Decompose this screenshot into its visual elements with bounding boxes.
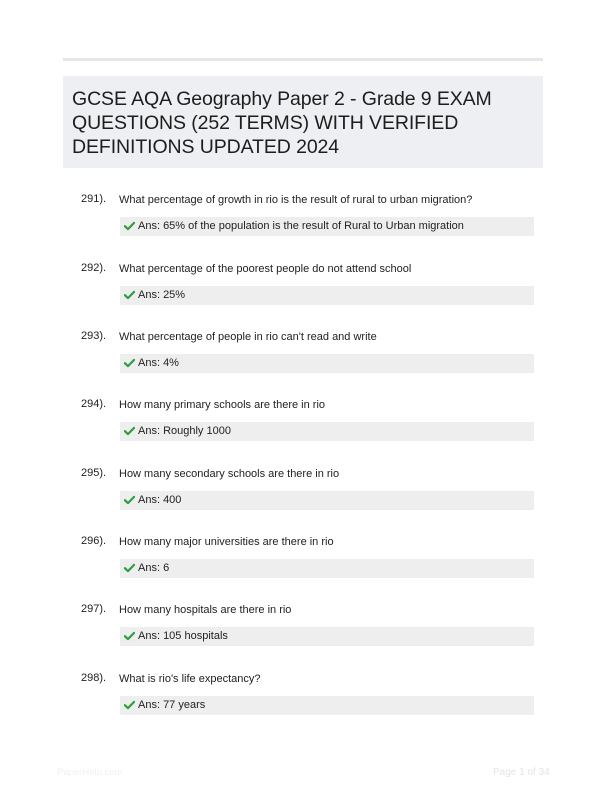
question-text: How many secondary schools are there in rio [119,468,340,480]
question-number: 292). [81,262,107,274]
question-text: What is rio's life expectancy? [119,673,261,685]
check-icon [124,358,135,368]
document-title: GCSE AQA Geography Paper 2 - Grade 9 EXAM QUESTIONS (252 TERMS) WITH VERIFIED DEFINITIONS UPDATED 2024 [72,88,492,158]
footer-watermark: PaperHelp.com [57,767,123,778]
answer-text: Ans: 105 hospitals [138,630,228,642]
question-number: 294). [81,398,107,410]
question-number: 297). [81,603,107,615]
answer-text: Ans: 25% [138,289,186,301]
question-text: What percentage of growth in rio is the result of rural to urban migration? [119,194,473,206]
answer-text: Ans: 65% of the population is the result of Rural to Urban migration [138,220,464,232]
answer-text: Ans: 77 years [138,699,206,711]
answer-text: Ans: 400 [138,494,182,506]
answer-box [120,286,534,305]
question-text: How many primary schools are there in rio [119,399,326,411]
answer-box [120,491,534,510]
question-number: 295). [81,467,107,479]
question-text: What percentage of people in rio can't read and write [119,331,377,343]
check-icon [124,631,135,641]
question-text: How many hospitals are there in rio [119,604,292,616]
question-number: 293). [81,330,107,342]
check-icon [124,495,135,505]
answer-box [120,354,534,373]
question-text: What percentage of the poorest people do not attend school [119,263,412,275]
question-text: How many major universities are there in rio [119,536,334,548]
title-banner [63,76,543,168]
question-item [0,330,606,390]
answer-box [120,627,534,646]
page-number: Page 1 of 34 [493,767,550,778]
question-number: 296). [81,535,107,547]
question-number: 298). [81,672,107,684]
question-item [0,262,606,322]
question-item [0,398,606,458]
question-item [0,535,606,595]
question-number: 291). [81,193,107,205]
answer-box [120,696,534,715]
check-icon [124,700,135,710]
check-icon [124,426,135,436]
answer-text: Ans: 4% [138,357,179,369]
check-icon [124,290,135,300]
check-icon [124,563,135,573]
top-divider [63,58,543,61]
answer-box [120,217,534,236]
answer-text: Ans: 6 [138,562,170,574]
question-item [0,193,606,253]
question-item [0,603,606,663]
question-item [0,467,606,527]
question-item [0,672,606,732]
answer-box [120,422,534,441]
answer-box [120,559,534,578]
check-icon [124,221,135,231]
answer-text: Ans: Roughly 1000 [138,425,231,437]
